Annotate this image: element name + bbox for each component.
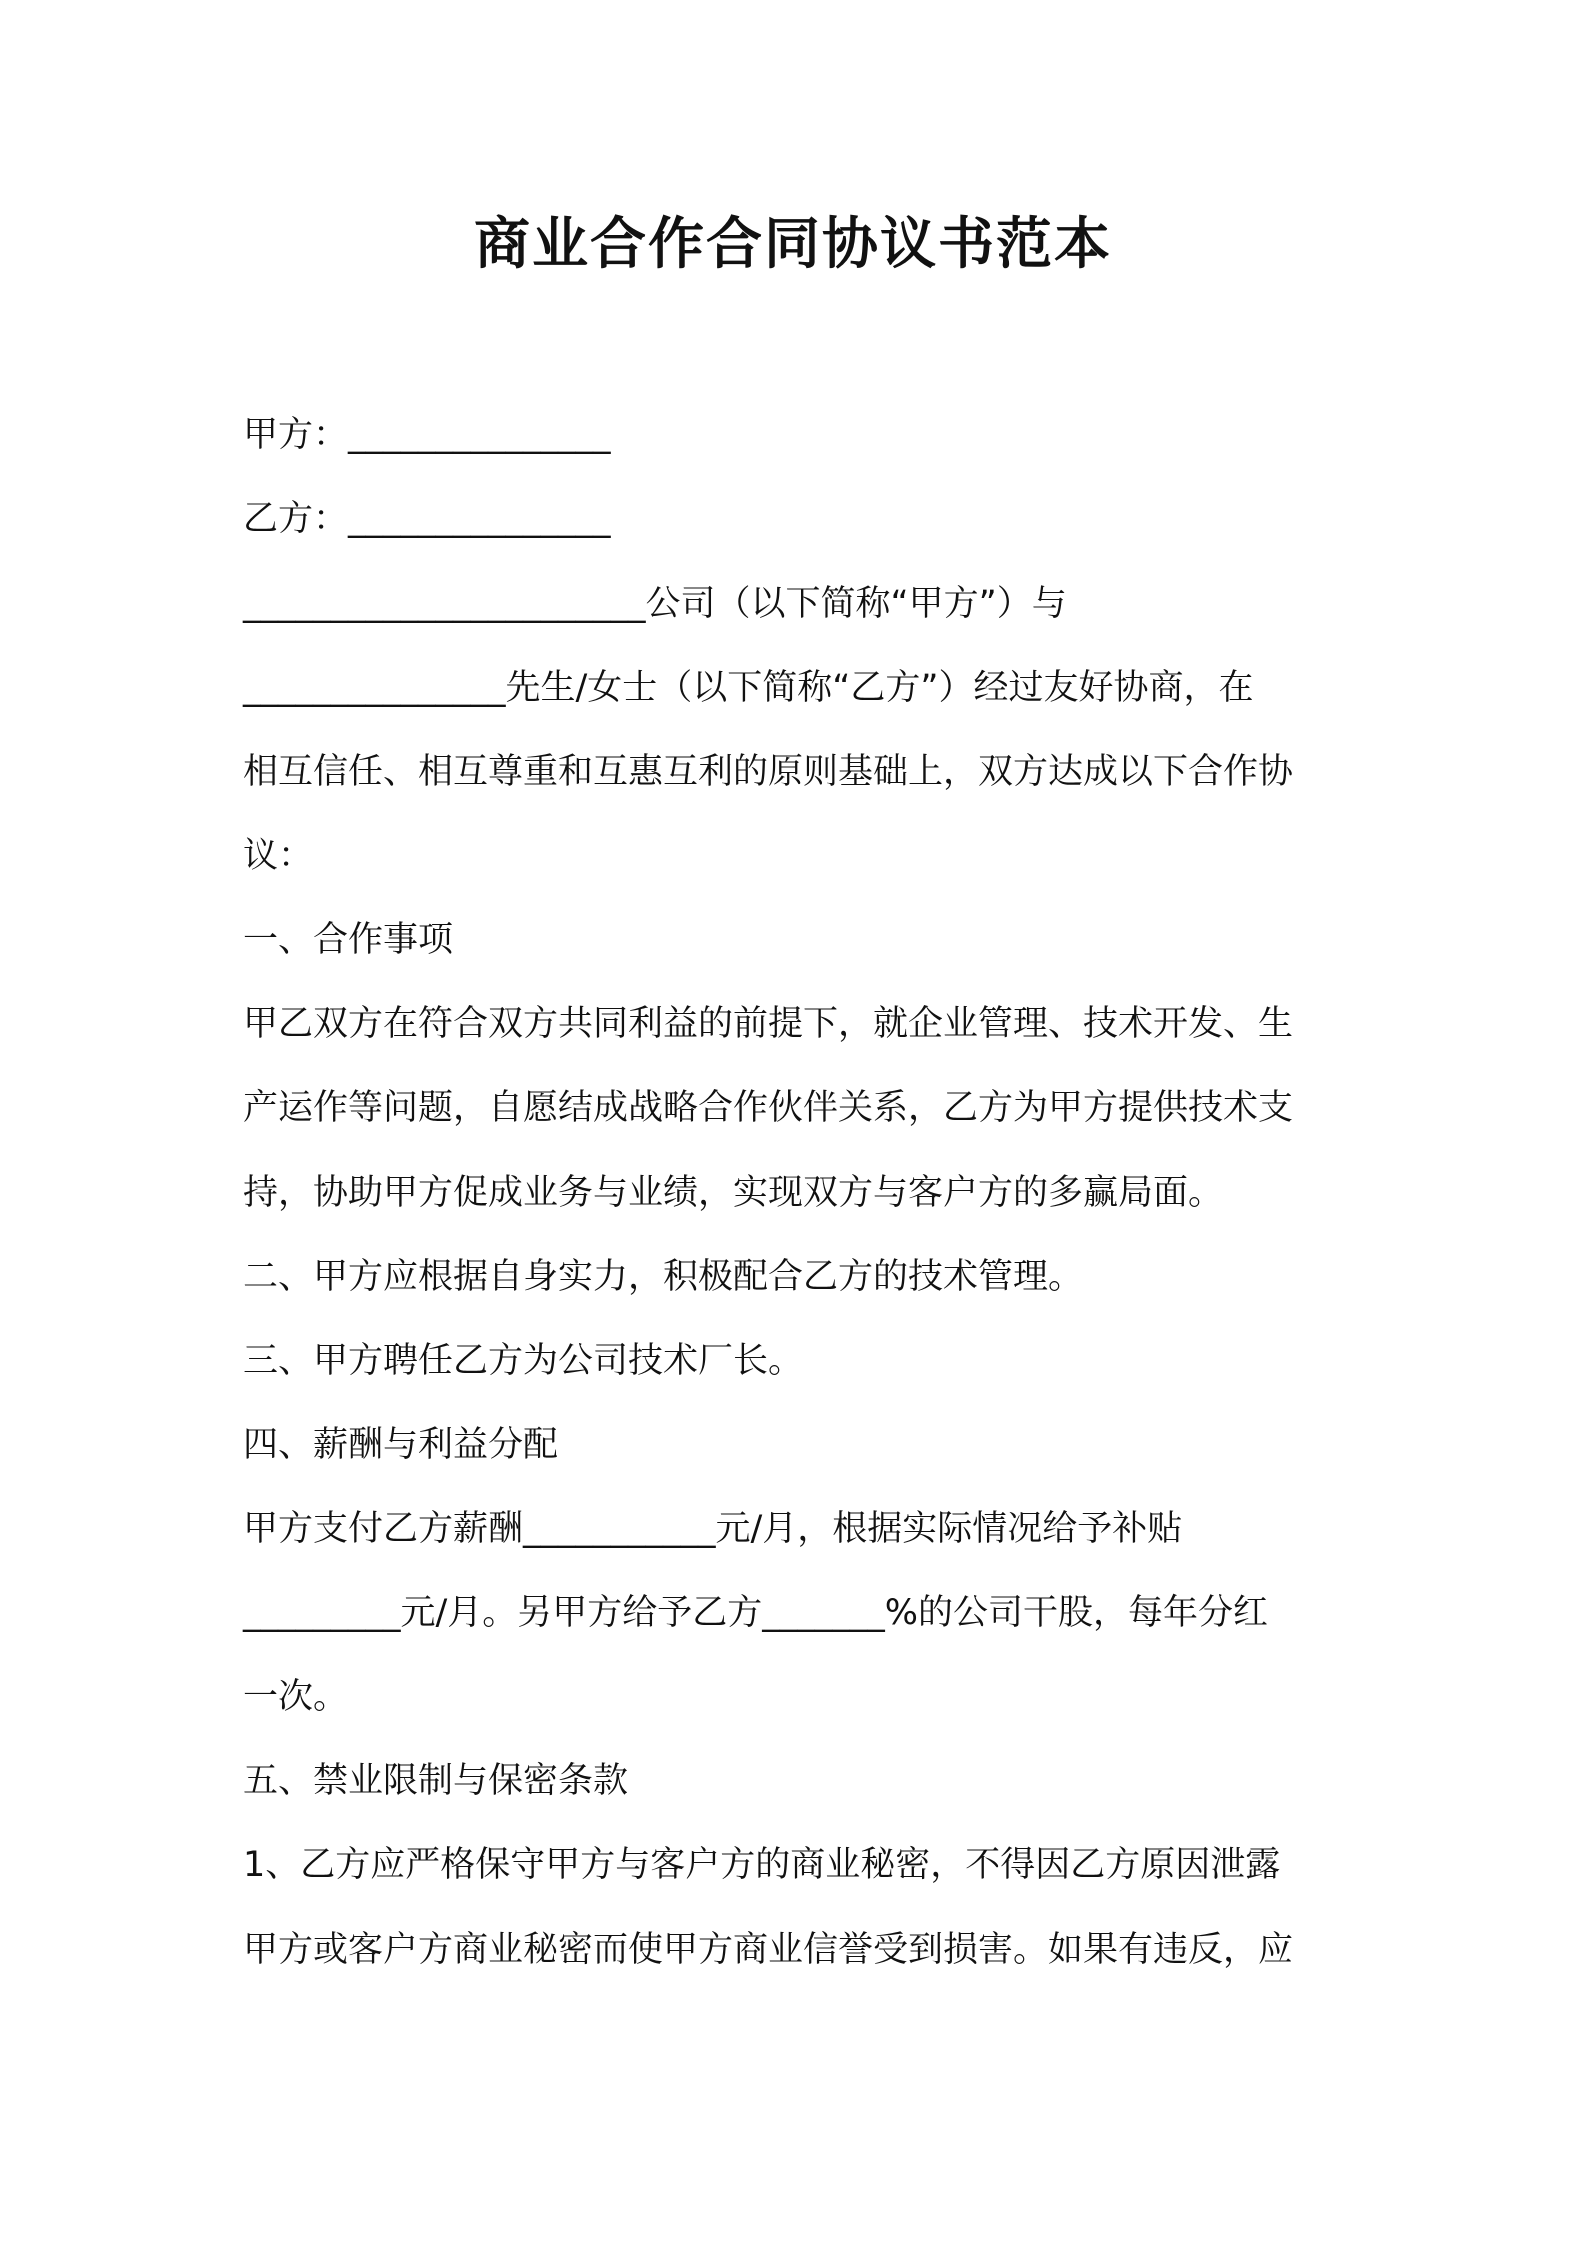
party-a-line: 甲方：_______________: [243, 415, 611, 455]
section-heading: 四、薪酬与利益分配: [243, 1425, 559, 1465]
paragraph-line: 1、乙方应严格保守甲方与客户方的商业秘密，不得因乙方原因泄露: [243, 1845, 1281, 1885]
paragraph-line: 产运作等问题，自愿结成战略合作伙伴关系，乙方为甲方提供技术支: [243, 1088, 1294, 1128]
paragraph-line: 持，协助甲方促成业务与业绩，实现双方与客户方的多赢局面。: [243, 1173, 1224, 1213]
party-b-line: 乙方：_______________: [243, 499, 611, 539]
paragraph-line: 甲方或客户方商业秘密而使甲方商业信誉受到损害。如果有违反，应: [243, 1930, 1294, 1970]
document-title: 商业合作合同协议书范本: [474, 212, 1112, 277]
section-heading: 五、禁业限制与保密条款: [243, 1761, 629, 1801]
paragraph-line: 相互信任、相互尊重和互惠互利的原则基础上，双方达成以下合作协: [243, 752, 1294, 792]
paragraph-line: _________元/月。另甲方给予乙方_______%的公司干股，每年分红: [243, 1593, 1269, 1633]
paragraph-line: 议：: [243, 836, 314, 876]
paragraph-line: 一次。: [243, 1677, 349, 1717]
section-heading: 二、甲方应根据自身实力，积极配合乙方的技术管理。: [243, 1257, 1084, 1297]
section-heading: 一、合作事项: [243, 920, 454, 960]
paragraph-line: 甲乙双方在符合双方共同利益的前提下，就企业管理、技术开发、生: [243, 1004, 1294, 1044]
paragraph-line: _______________________公司（以下简称“甲方”）与: [243, 584, 1067, 624]
section-heading: 三、甲方聘任乙方为公司技术厂长。: [243, 1341, 804, 1381]
paragraph-line: 甲方支付乙方薪酬___________元/月，根据实际情况给予补贴: [243, 1509, 1183, 1549]
paragraph-line: _______________先生/女士（以下简称“乙方”）经过友好协商，在: [243, 668, 1254, 708]
